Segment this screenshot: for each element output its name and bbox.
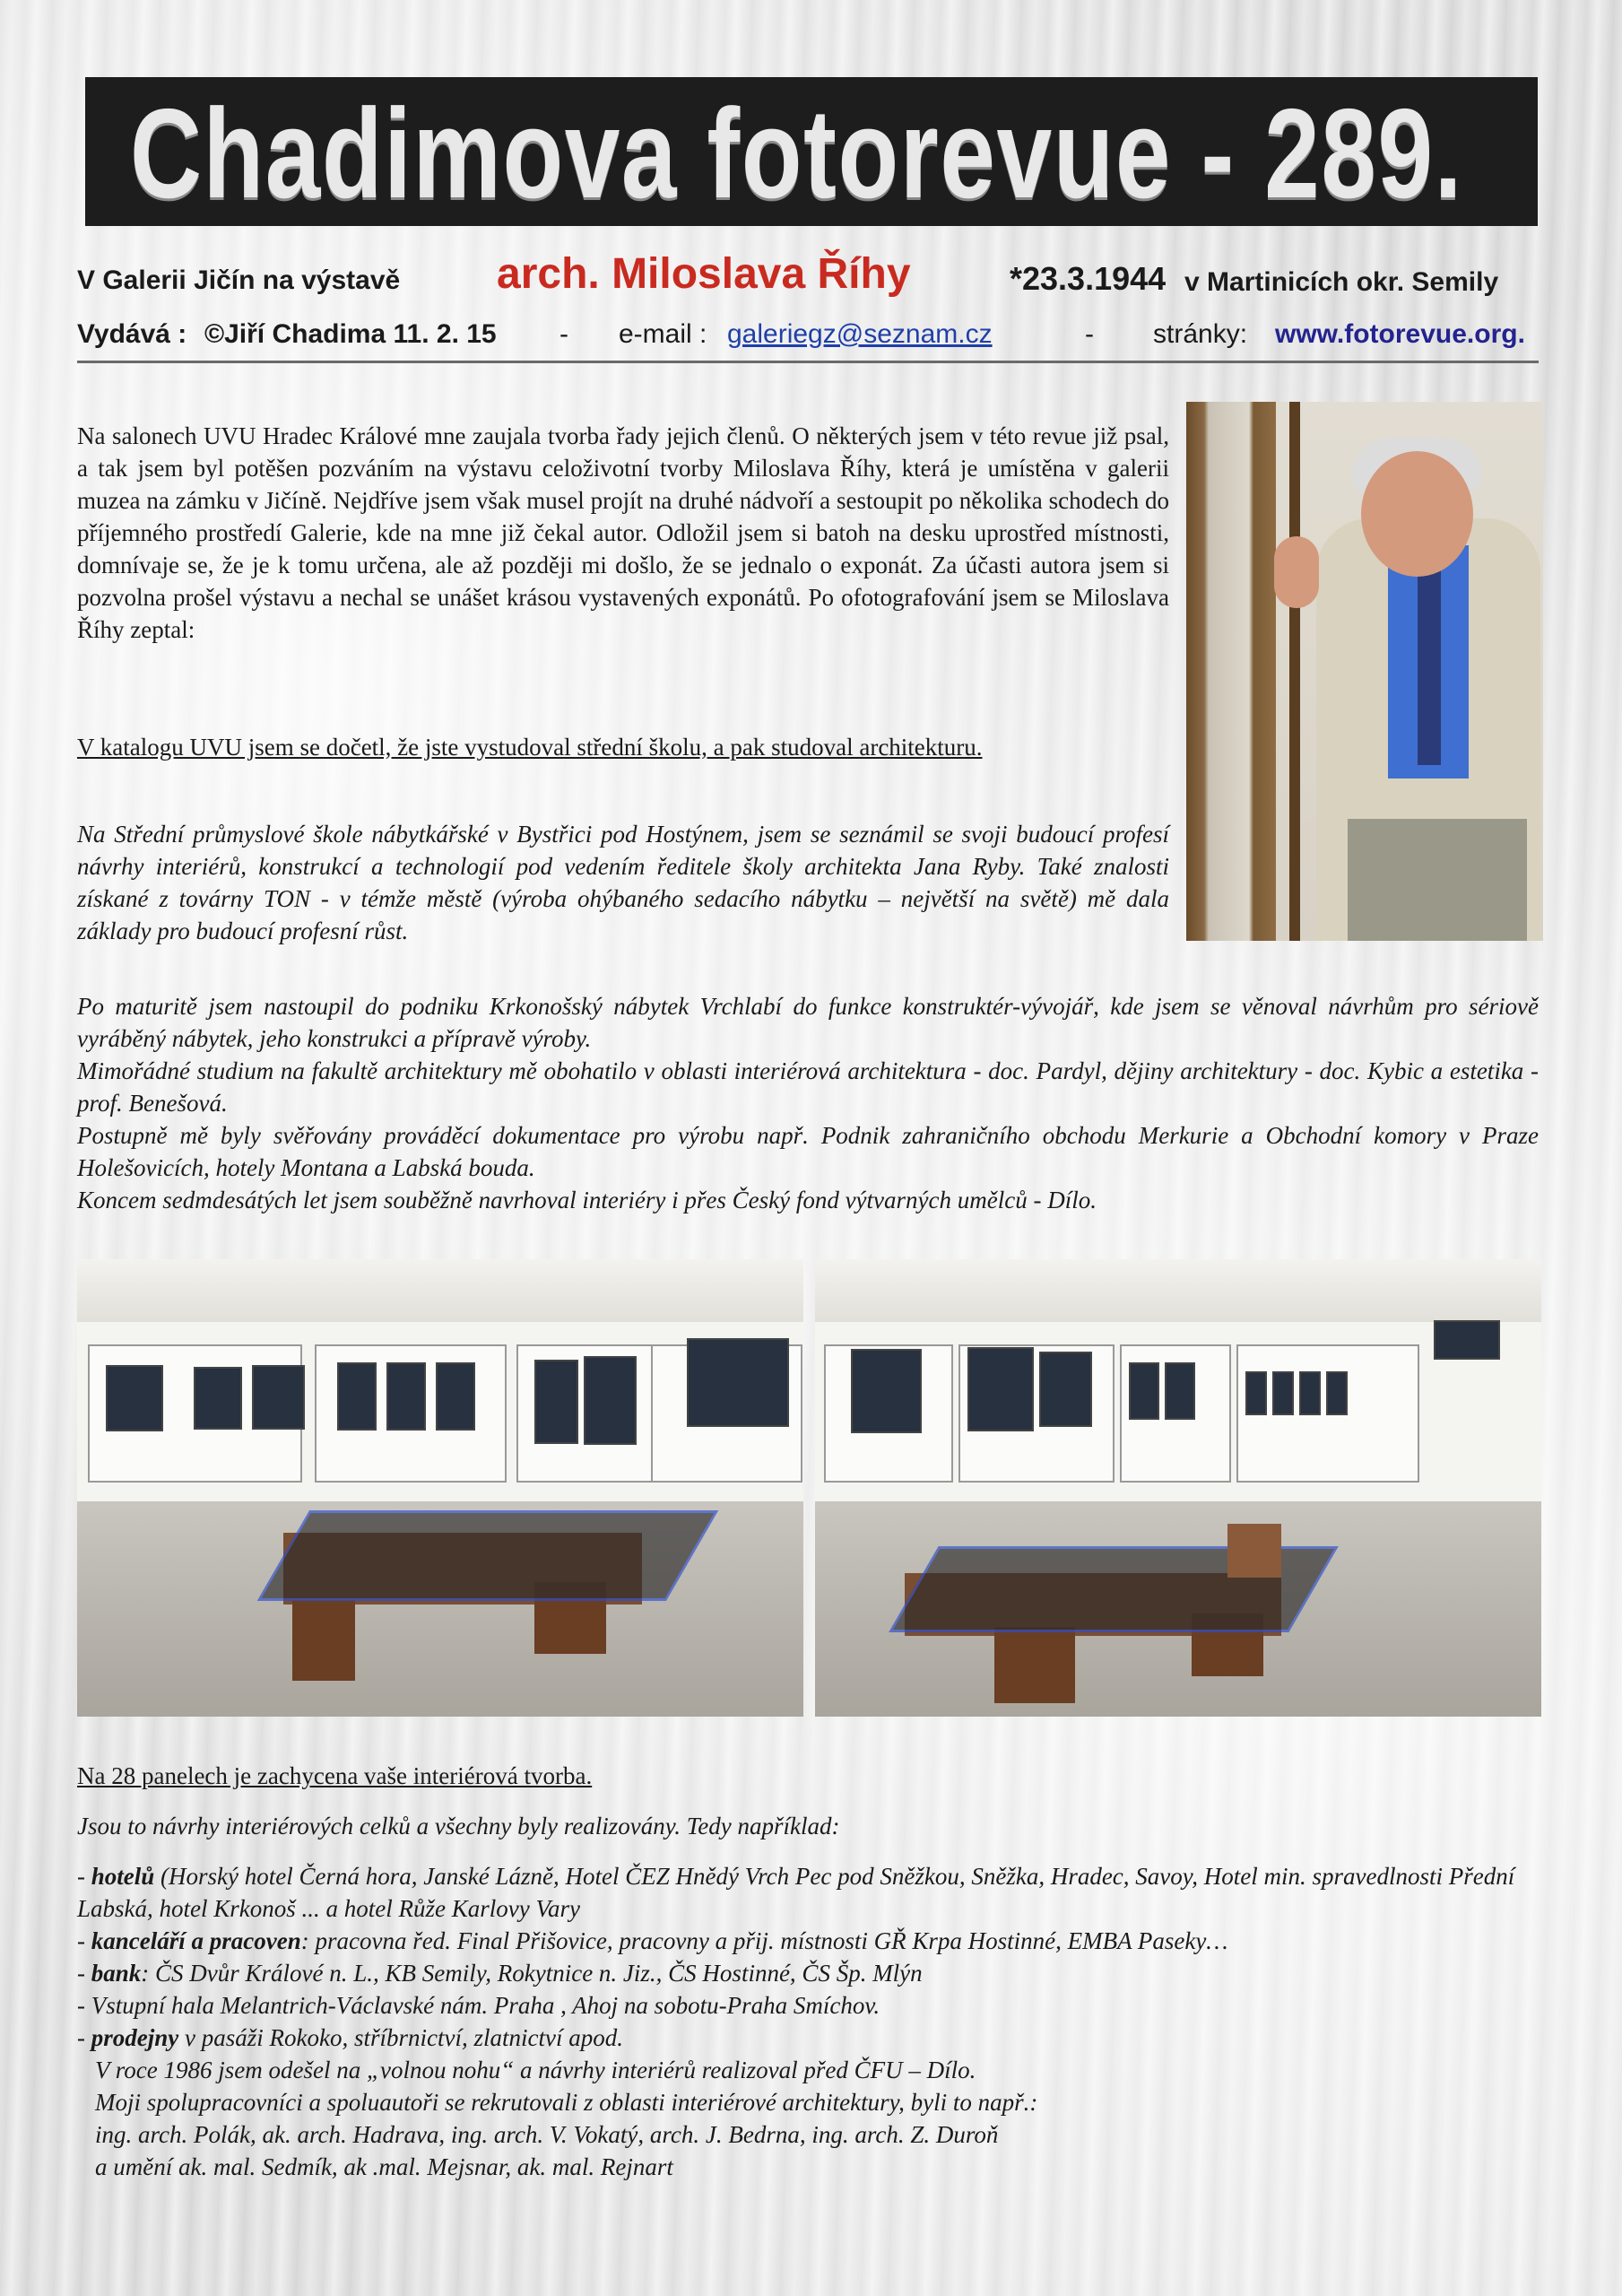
raised-hand	[1274, 536, 1319, 608]
photo-board	[1272, 1371, 1294, 1415]
question-1: V katalogu UVU jsem se dočetl, že jste vystudoval střední školu, a pak studoval architekturu.	[77, 734, 983, 761]
exhibition-line	[77, 248, 1539, 301]
list-item-bold: kanceláří a pracoven	[91, 1927, 301, 1954]
answer-2-line: Po maturitě jsem nastoupil do podniku Krkonošský nábytek Vrchlabí do funkce konstruktér-vývojář, kde jsem se věnoval návrhům pro sériově vyráběný nábytek, jeho konstrukci a přípravě výroby.	[77, 993, 1539, 1052]
tie	[1418, 559, 1441, 765]
list-item-text: v pasáži Rokoko, stříbrnictví, zlatnictví apod.	[178, 2024, 623, 2051]
list-item-text: (Horský hotel Černá hora, Janské Lázně, Hotel ČEZ Hnědý Vrch Pec pod Sněžkou, Sněžka, Hradec, Savoy, Hotel min. spravedlnosti Přední Labská, hotel Krkonoš ... a hotel Růže Karlovy Vary	[77, 1863, 1515, 1922]
gallery-photo-right	[815, 1259, 1541, 1717]
answer-1: Na Střední průmyslové škole nábytkářské v Bystřici pod Hostýnem, jsem se seznámil se svoji budoucí profesí návrhy interiérů, konstrukcí a technologií pod vedením ředitele školy architekta Jana Ryby. Také znalosti získané z továrny TON - v témže městě (výroba ohýbaného sedacího nábytku – největší na světě) mě dala základy pro budoucí profesní růst.	[77, 821, 1169, 944]
list-item-bold: bank	[91, 1960, 142, 1987]
closing-line: ing. arch. Polák, ak. arch. Hadrava, ing. arch. V. Vokatý, arch. J. Bedrna, ing. arch. Z. Duroň	[95, 2121, 999, 2148]
photo-board	[851, 1349, 922, 1433]
list-item-bold: prodejny	[91, 2024, 179, 2051]
email-label: e-mail :	[619, 319, 707, 349]
exhibition-prefix: V Galerii Jičín na výstavě	[77, 265, 401, 295]
photo-board	[1165, 1362, 1195, 1420]
photo-board	[1326, 1371, 1348, 1415]
answer-2-line: Postupně mě byly svěřovány prováděcí dokumentace pro výrobu např. Podnik zahraničního obchodu Merkurie a Obchodní komory v Praze Holešovicích, hotely Montana a Labská bouda.	[77, 1122, 1539, 1181]
artist-name: arch. Miloslava Říhy	[497, 250, 911, 298]
list-item-text: : ČS Dvůr Králové n. L., KB Semily, Rokytnice n. Jiz., ČS Hostinné, ČS Šp. Mlýn	[141, 1960, 923, 1987]
photo-board	[337, 1362, 377, 1431]
list-item-text: : pracovna řed. Final Přišovice, pracovny a přij. místnosti GŘ Krpa Hostinné, EMBA Paseky…	[300, 1927, 1228, 1954]
answer-2-line: Mimořádné studium na fakultě architektury mě obohatilo v oblasti interiérová architektura - doc. Pardyl, dějiny architektury - doc. Kybic a estetika - prof. Benešová.	[77, 1057, 1539, 1117]
email-link[interactable]: galeriegz@seznam.cz	[727, 319, 993, 349]
window-display	[1434, 1320, 1500, 1360]
photo-board	[106, 1365, 163, 1431]
list-dash: -	[77, 1992, 91, 2019]
project-list	[77, 1860, 1548, 2183]
list-dash: -	[77, 1960, 91, 1987]
closing-line: a umění ak. mal. Sedmík, ak .mal. Mejsnar, ak. mal. Rejnart	[95, 2153, 673, 2180]
web-label: stránky:	[1153, 319, 1248, 349]
intro-paragraph: Na salonech UVU Hradec Králové mne zaujala tvorba řady jejich členů. O některých jsem v této revue již psal, a tak jsem byl potěšen pozváním na výstavu celoživotní tvorby Miloslava Říhy, která je umístěna v galerii muzea na zámku v Jičíně. Nejdříve jsem však musel projít na druhé nádvoří a sestoupit po několika schodech do příjemného prostředí Galerie, kde na mne již čekal autor. Odložil jsem si batoh na desku uprostřed místnosti, domnívaje se, že je k tomu určena, ale až později mi došlo, že se jednalo o exponát. Za účasti autora jsem si pozvolna prošel výstavu a nechal se unášet krásou vystavených exponátů. Po ofotografování jsem se Miloslava Říhy zeptal:	[77, 422, 1169, 643]
closing-line: Moji spolupracovníci a spoluautoři se rekrutovali z oblasti interiérové architektury, byli to např.:	[95, 2089, 1038, 2116]
photo-board	[1299, 1371, 1321, 1415]
list-dash: -	[77, 1863, 91, 1890]
publisher-label: Vydává :	[77, 319, 187, 349]
list-dash: -	[77, 2024, 91, 2051]
answer-2	[77, 990, 1539, 1216]
list-item-bold: hotelů	[91, 1863, 155, 1890]
photo-board	[687, 1338, 789, 1427]
list-item	[77, 2022, 1548, 2054]
header-divider	[77, 361, 1539, 363]
list-item	[77, 1957, 1548, 1989]
table-leg	[994, 1627, 1075, 1703]
head	[1361, 451, 1473, 577]
gallery-photo-left	[77, 1259, 803, 1717]
photo-board	[194, 1367, 242, 1430]
birth-date: *23.3.1944	[1010, 260, 1167, 297]
photo-board	[1129, 1362, 1159, 1420]
photo-board	[967, 1347, 1034, 1431]
separator-dash: -	[1085, 319, 1094, 349]
page-title: Chadimova fotorevue - 289.	[130, 83, 1463, 225]
closing-line: V roce 1986 jsem odešel na „volnou nohu“ a návrhy interiérů realizoval před ČFU – Dílo.	[95, 2057, 976, 2083]
list-item	[77, 1989, 1548, 2022]
display-cabinet	[1186, 402, 1276, 941]
photo-board	[584, 1356, 637, 1445]
door-frame	[1289, 402, 1300, 941]
photo-board	[534, 1360, 578, 1444]
list-item	[77, 1925, 1548, 1957]
glass-table-top	[257, 1510, 718, 1601]
portrait-photo	[1186, 402, 1543, 941]
birth-place: v Martinicích okr. Semily	[1184, 267, 1499, 297]
trousers	[1348, 819, 1527, 941]
title-banner	[85, 77, 1538, 226]
separator-dash: -	[559, 319, 568, 349]
publisher-line	[77, 316, 1539, 361]
side-table	[1227, 1524, 1281, 1578]
list-item-text: Vstupní hala Melantrich-Václavské nám. Praha , Ahoj na sobotu-Praha Smíchov.	[91, 1992, 880, 2019]
question-2: Na 28 panelech je zachycena vaše interiérová tvorba.	[77, 1762, 593, 1789]
answer-3: Jsou to návrhy interiérových celků a všechny byly realizovány. Tedy například:	[77, 1813, 840, 1839]
photo-board	[1245, 1371, 1267, 1415]
list-dash: -	[77, 1927, 91, 1954]
list-item	[77, 1860, 1548, 1925]
photo-board	[252, 1365, 305, 1430]
photo-board	[386, 1362, 426, 1431]
web-link[interactable]: www.fotorevue.org.	[1275, 319, 1525, 349]
table-leg	[292, 1600, 355, 1681]
publisher: ©Jiří Chadima 11. 2. 15	[204, 319, 497, 349]
answer-2-line: Koncem sedmdesátých let jsem souběžně navrhoval interiéry i přes Český fond výtvarných umělců - Dílo.	[77, 1187, 1097, 1213]
photo-board	[436, 1362, 475, 1431]
photo-board	[1039, 1352, 1092, 1427]
